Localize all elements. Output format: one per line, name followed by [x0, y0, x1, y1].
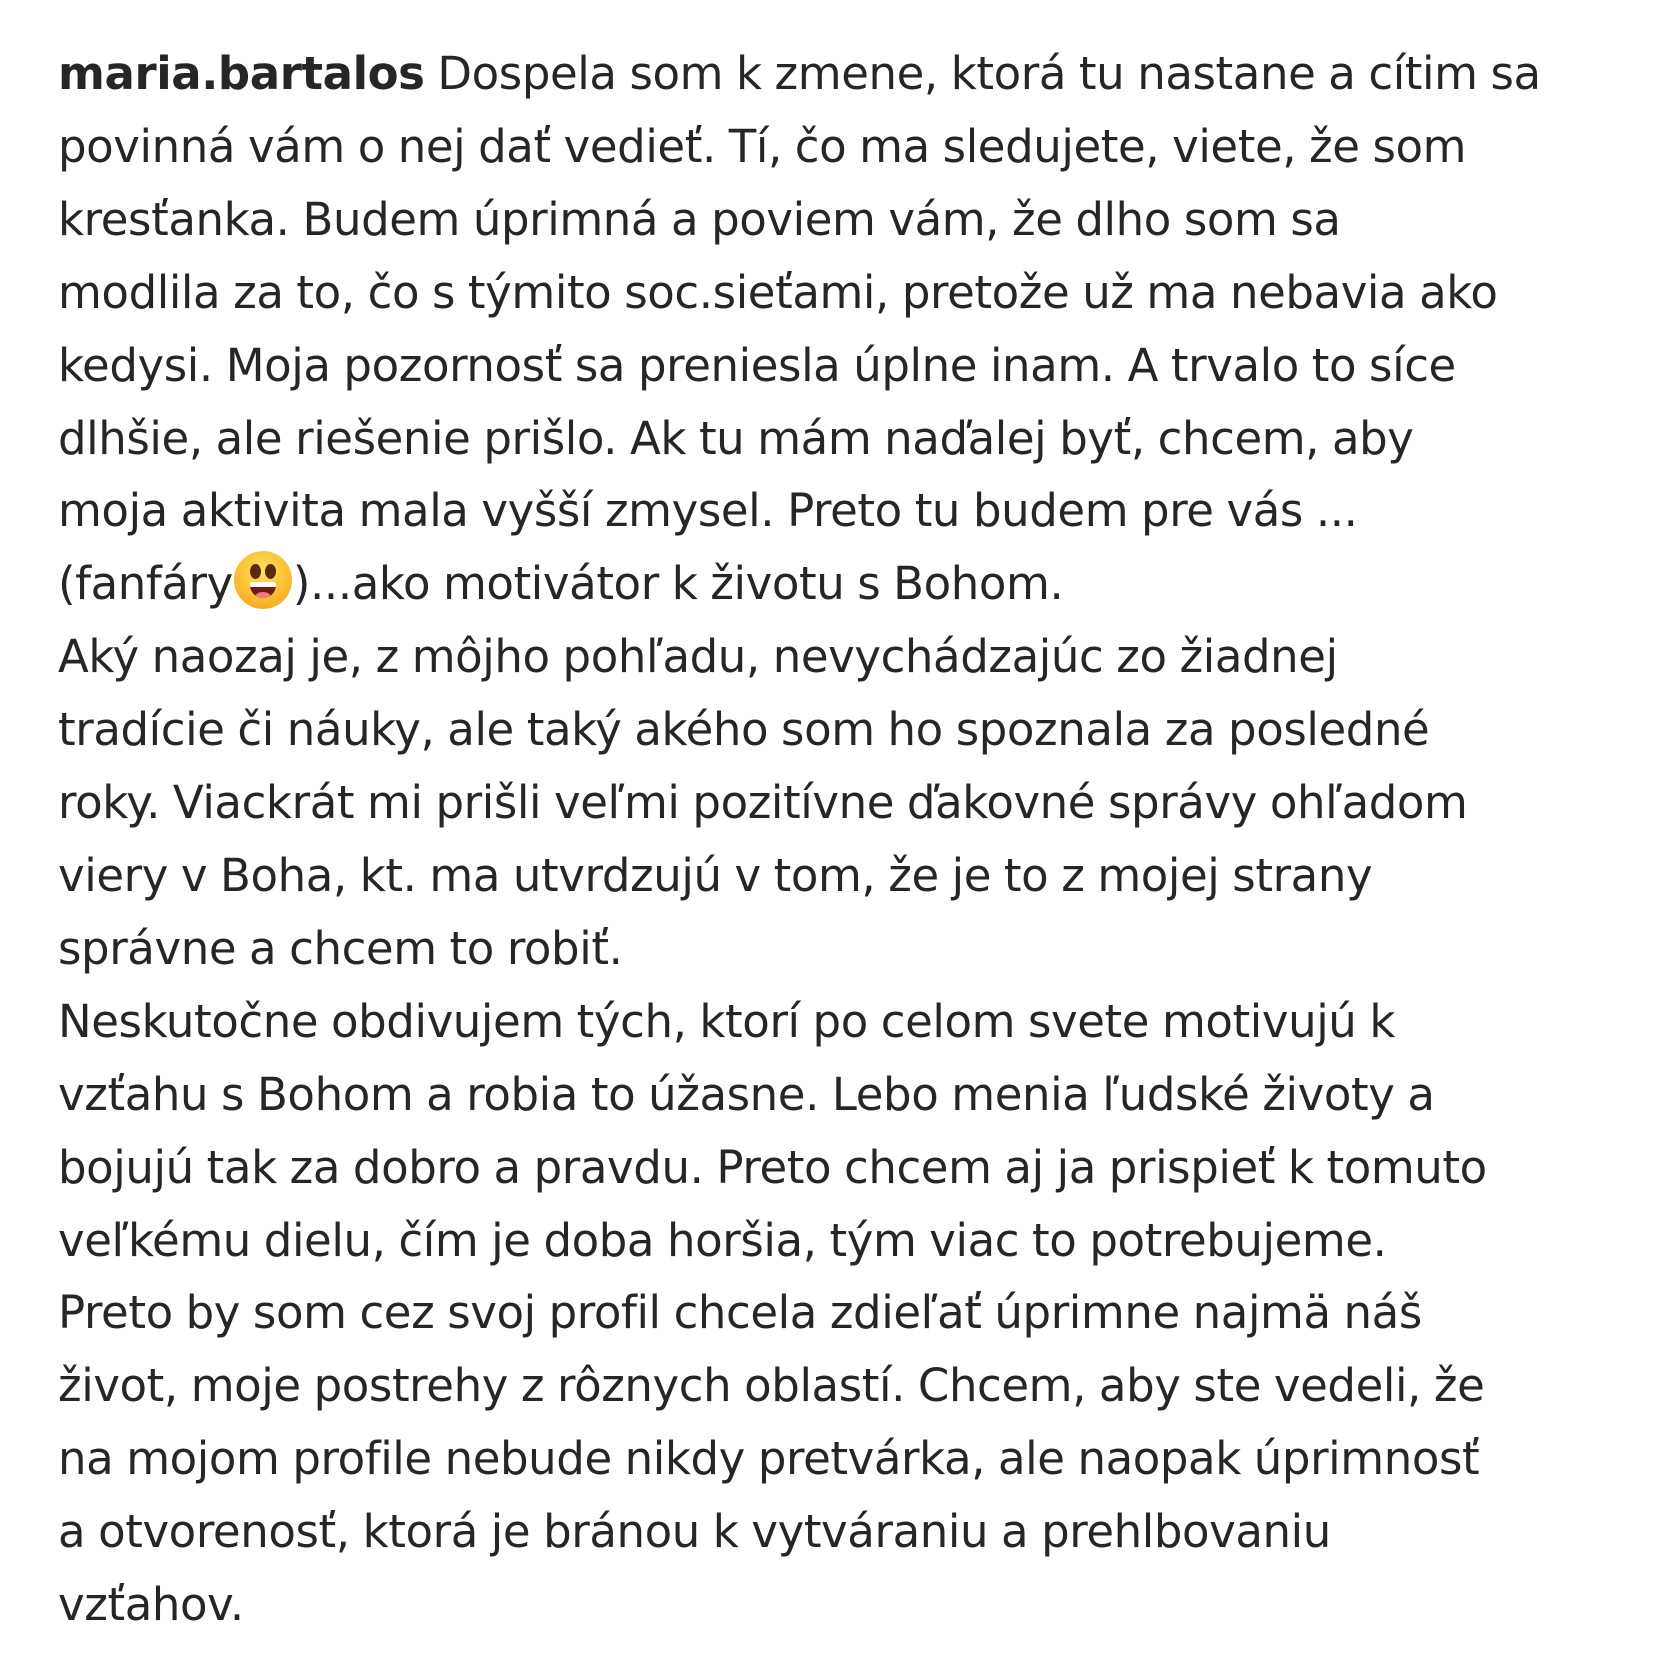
caption-line: kresťanka. Budem úprimná a poviem vám, že dlho som sa: [58, 192, 1341, 246]
caption-line: a otvorenosť, ktorá je bránou k vytváraniu a prehlbovaniu: [58, 1505, 1331, 1559]
caption-line: veľkému dielu, čím je doba horšia, tým viac to potrebujeme.: [58, 1213, 1387, 1267]
caption-line: vzťahu s Bohom a robia to úžasne. Lebo menia ľudské životy a: [58, 1067, 1435, 1121]
caption-line: povinná vám o nej dať vedieť. Tí, čo ma sledujete, viete, že som: [58, 119, 1467, 173]
grinning-face-emoji-icon: [234, 551, 292, 609]
caption-line: [58, 548, 1680, 621]
caption-line: správne a chcem to robiť.: [58, 921, 623, 975]
post-caption: [58, 38, 1680, 1680]
caption-line: kedysi. Moja pozornosť sa preniesla úplne inam. A trvalo to síce: [58, 338, 1456, 392]
caption-text: Dospela som k zmene, ktorá tu nastane a cítim sa: [437, 47, 1541, 100]
caption-line: Preto by som cez svoj profil chcela zdieľať úprimne najmä náš: [58, 1286, 1422, 1340]
caption-line: modlila za to, čo s týmito soc.sieťami, pretože už ma nebavia ako: [58, 265, 1498, 319]
caption-line: dlhšie, ale riešenie prišlo. Ak tu mám naďalej byť, chcem, aby: [58, 411, 1414, 465]
caption-text: (fanfáry: [58, 557, 233, 611]
caption-line: na mojom profile nebude nikdy pretvárka, ale naopak úprimnosť: [58, 1432, 1480, 1486]
caption-line: tradície či náuky, ale taký akého som ho spoznala za posledné: [58, 703, 1430, 757]
caption-line: bojujú tak za dobro a pravdu. Preto chcem aj ja prispieť k tomuto: [58, 1140, 1487, 1194]
caption-line: Neskutočne obdivujem tých, ktorí po celom svete motivujú k: [58, 994, 1395, 1048]
caption-line: [58, 38, 1680, 111]
caption-line: moja aktivita mala vyšší zmysel. Preto tu budem pre vás ...: [58, 484, 1358, 538]
caption-line: roky. Viackrát mi prišli veľmi pozitívne ďakovné správy ohľadom: [58, 776, 1468, 830]
caption-line: život, moje postrehy z rôznych oblastí. Chcem, aby ste vedeli, že: [58, 1359, 1485, 1413]
caption-text: )...ako motivátor k životu s Bohom.: [292, 557, 1064, 611]
caption-line: vzťahov.: [58, 1578, 244, 1632]
username-link[interactable]: maria.bartalos: [58, 47, 425, 100]
caption-line: viery v Boha, kt. ma utvrdzujú v tom, že je to z mojej strany: [58, 848, 1373, 902]
caption-line: Aký naozaj je, z môjho pohľadu, nevychádzajúc zo žiadnej: [58, 630, 1338, 684]
